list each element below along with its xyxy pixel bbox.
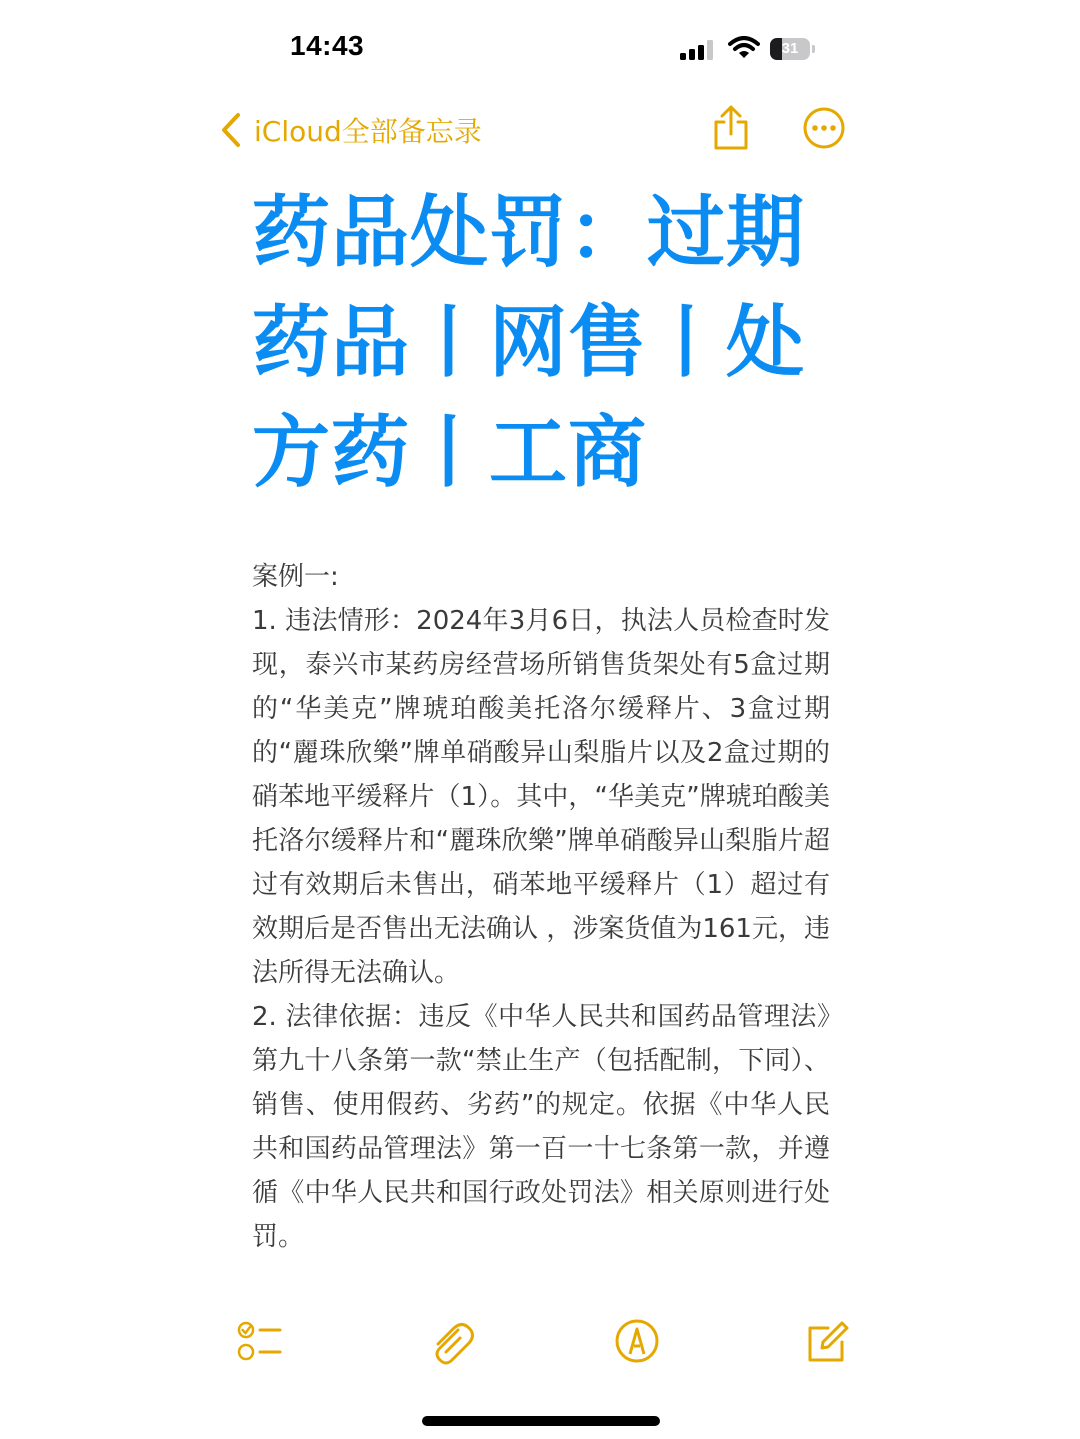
note-paragraph: 2. 法律依据：违反《中华人民共和国药品管理法》第九十八条第一款“禁止生产（包括配制，下同）、销售、使用假药、劣药”的规定。依据《中华人民共和国药品管理法》第一百一十七条第一款，并遵循《中华人民共和国行政处罚法》相关原则进行处罚。	[252, 1002, 830, 1252]
share-button[interactable]	[708, 104, 754, 152]
more-button[interactable]	[802, 106, 846, 150]
status-bar	[0, 0, 1080, 100]
compose-button[interactable]	[802, 1316, 852, 1366]
attachment-button[interactable]	[426, 1316, 476, 1366]
wifi-icon	[728, 36, 760, 60]
nav-bar	[0, 100, 1080, 160]
bottom-toolbar	[0, 1316, 1080, 1376]
battery-icon	[770, 38, 816, 60]
checklist-button[interactable]	[236, 1316, 286, 1366]
compose-icon	[802, 1316, 852, 1366]
back-label: iCloud全部备忘录	[254, 115, 482, 148]
markup-button[interactable]	[612, 1316, 662, 1366]
more-icon	[802, 106, 846, 150]
cellular-signal-icon	[680, 40, 716, 60]
note-paragraph: 1. 违法情形：2024年3月6日，执法人员检查时发现，泰兴市某药房经营场所销售货架处有5盒过期的“华美克”牌琥珀酸美托洛尔缓释片、3盒过期的“麗珠欣樂”牌单硝酸异山梨脂片以及2盒过期的硝苯地平缓释片（1）。其中，“华美克”牌琥珀酸美托洛尔缓释片和“麗珠欣樂”牌单硝酸异山梨脂片超过有效期后未售出，硝苯地平缓释片（1）超过有效期后是否售出无法确认 ，涉案货值为161元，违法所得无法确认。	[252, 606, 830, 988]
markup-icon	[612, 1316, 662, 1366]
note-title[interactable]: 药品处罚：过期药品丨网售丨处方药丨工商	[252, 188, 806, 498]
checklist-icon	[236, 1316, 286, 1366]
status-icons	[680, 36, 820, 62]
home-indicator[interactable]	[422, 1416, 660, 1426]
battery-level: 31	[781, 40, 799, 57]
attachment-icon	[426, 1316, 476, 1366]
note-body[interactable]	[252, 555, 830, 1259]
chevron-left-icon	[220, 112, 242, 148]
status-time: 14:43	[290, 30, 365, 61]
back-button[interactable]	[220, 108, 482, 152]
note-paragraph: 案例一:	[252, 562, 339, 592]
share-icon	[708, 104, 754, 152]
